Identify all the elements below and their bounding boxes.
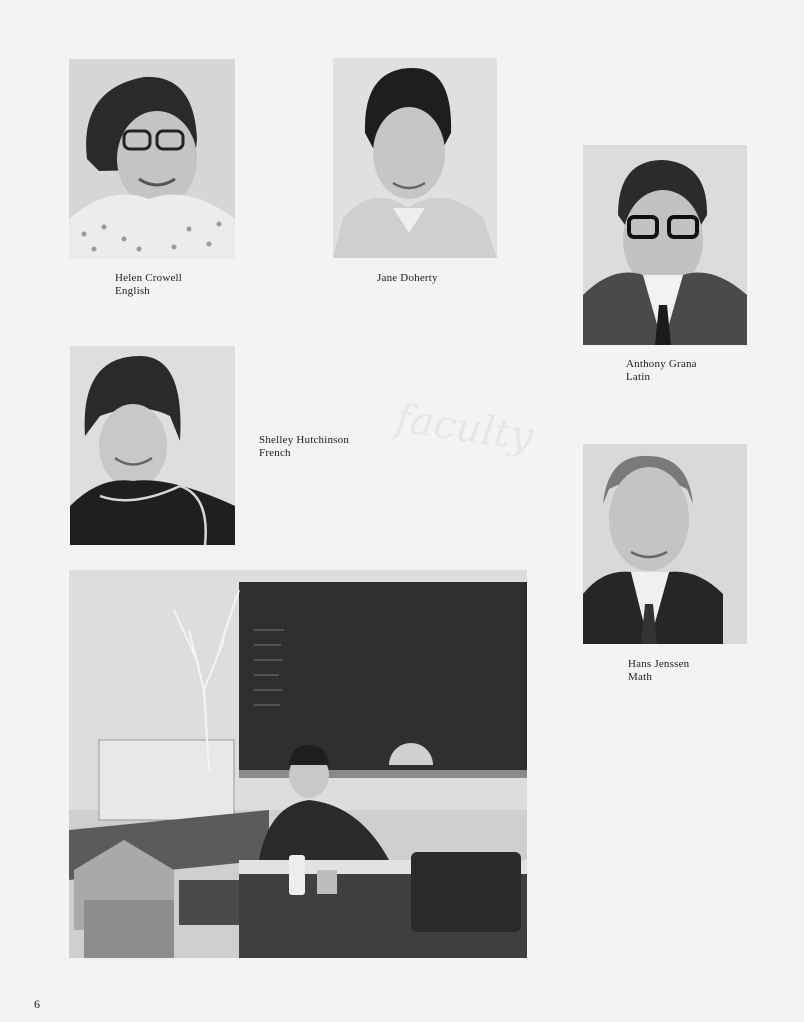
faculty-name: Jane Doherty xyxy=(377,272,438,284)
portrait-anthony-grana xyxy=(583,145,747,345)
faculty-name: Hans Jenssen xyxy=(628,658,690,670)
caption-anthony-grana xyxy=(626,358,697,384)
classroom-photo xyxy=(69,570,527,958)
caption-jane-doherty xyxy=(377,272,438,285)
caption-helen-crowell xyxy=(115,272,182,298)
faculty-subject: English xyxy=(115,285,151,297)
faculty-name: Anthony Grana xyxy=(626,358,697,370)
faculty-subject: Math xyxy=(628,671,653,683)
page-number: 6 xyxy=(34,997,40,1011)
portrait-jane-doherty xyxy=(333,58,497,258)
portrait-shelley-hutchinson xyxy=(70,346,235,545)
caption-shelley-hutchinson xyxy=(259,434,349,460)
portrait-hans-jenssen xyxy=(583,444,747,644)
faculty-subject: Latin xyxy=(626,371,651,383)
portrait-helen-crowell xyxy=(69,59,235,259)
faculty-subject: French xyxy=(259,447,291,459)
faculty-name: Helen Crowell xyxy=(115,272,183,284)
faculty-name: Shelley Hutchinson xyxy=(259,434,350,446)
faint-watermark-text: faculty xyxy=(392,395,536,461)
caption-hans-jenssen xyxy=(628,658,689,684)
